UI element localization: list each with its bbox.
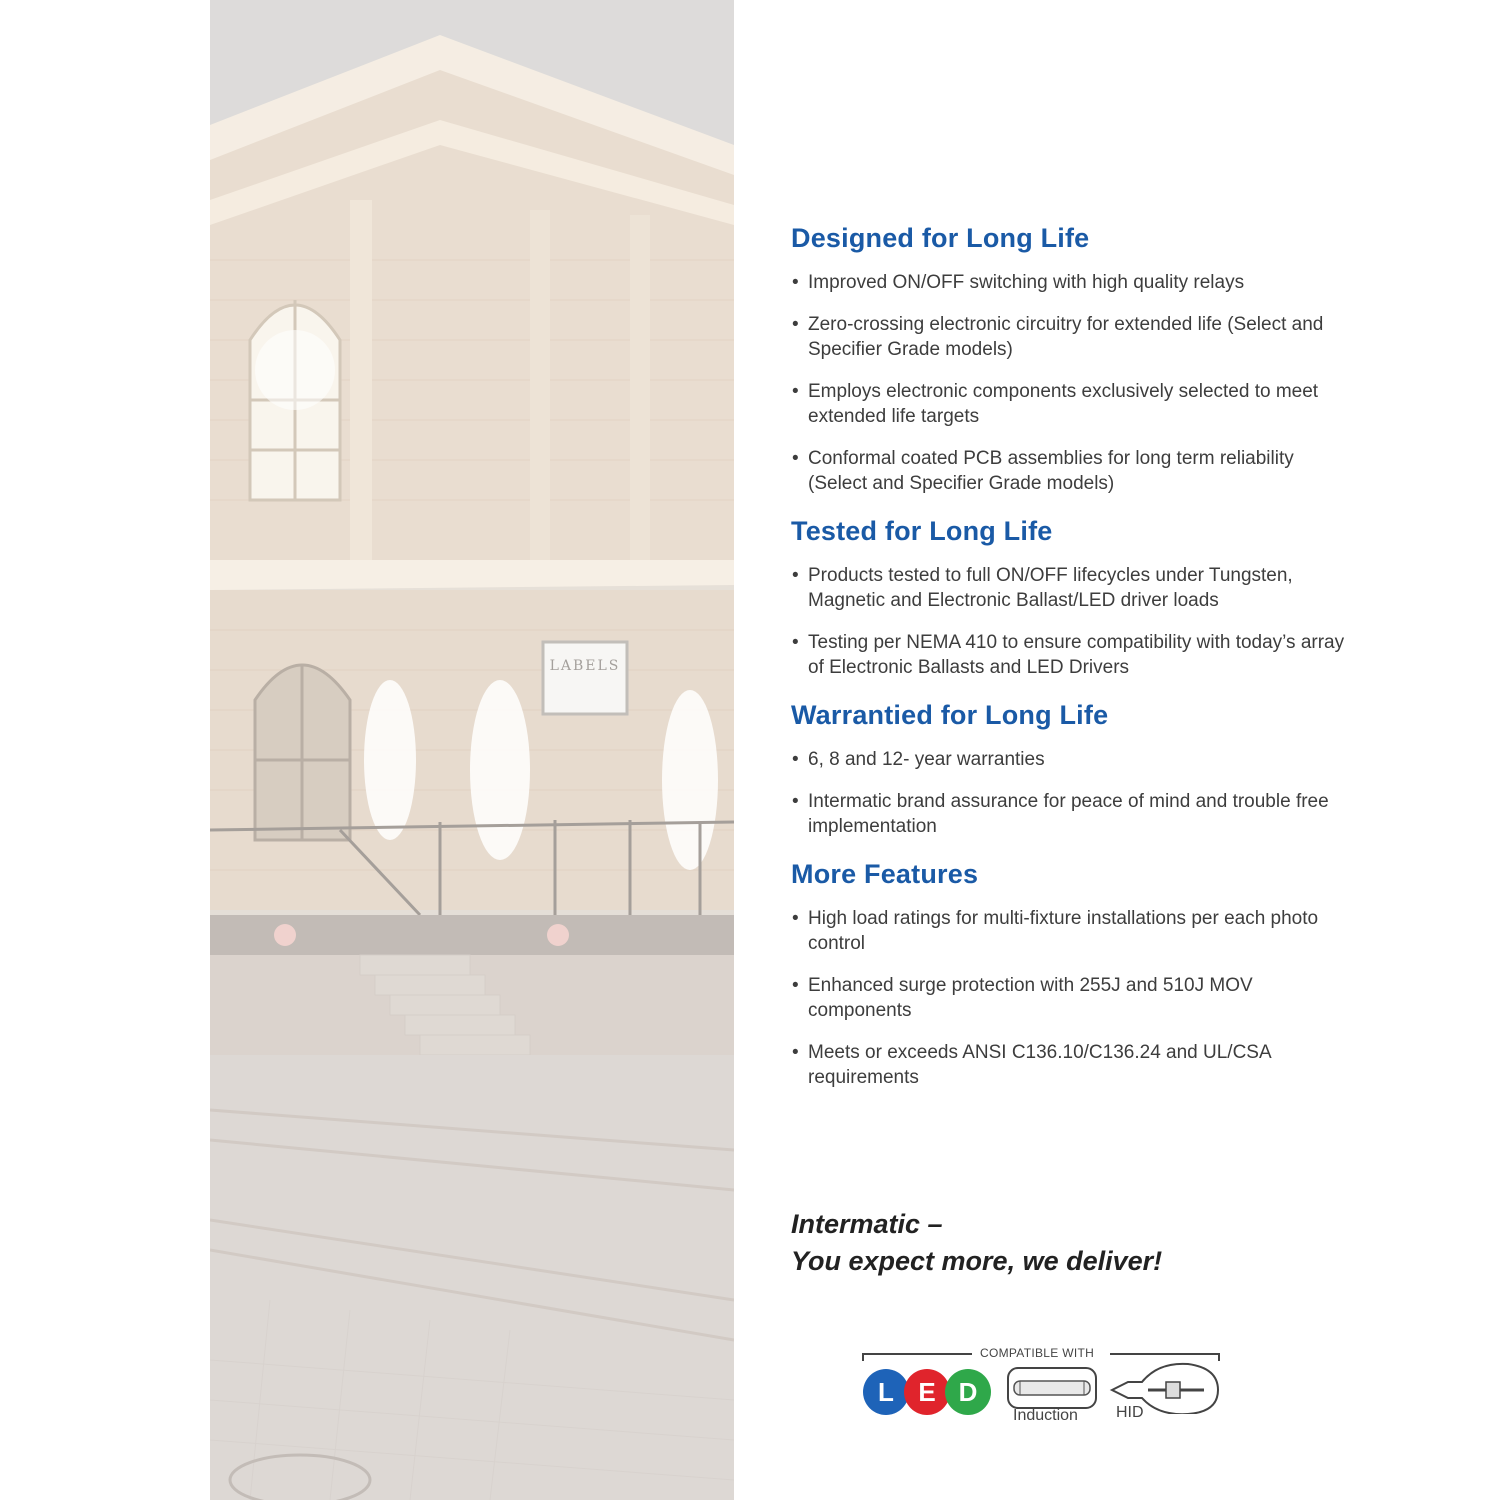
- induction-label: Induction: [1013, 1407, 1078, 1424]
- section-heading: Tested for Long Life: [791, 516, 1053, 546]
- led-e-icon: E: [904, 1369, 950, 1415]
- features-column: [791, 220, 1351, 1107]
- section-designed: [791, 220, 1351, 496]
- bullet: •: [792, 749, 799, 770]
- bullet: •: [792, 314, 799, 335]
- feature-text: Improved ON/OFF switching with high quality relays: [808, 272, 1245, 293]
- divider: [1110, 1353, 1220, 1355]
- feature-text: Testing per NEMA 410 to ensure compatibility with today’s array of Electronic Ballasts and LED Drivers: [808, 632, 1345, 678]
- list-item: [791, 747, 1351, 772]
- bullet: •: [792, 791, 799, 812]
- list-item: [791, 379, 1351, 429]
- list-item: [791, 789, 1351, 839]
- feature-text: Products tested to full ON/OFF lifecycles under Tungsten, Magnetic and Electronic Ballast/LED driver loads: [808, 565, 1293, 611]
- tagline: [791, 1206, 1351, 1280]
- induction-lamp-icon: [1006, 1366, 1098, 1410]
- compat-title: COMPATIBLE WITH: [980, 1346, 1095, 1360]
- divider: [862, 1353, 972, 1355]
- sign-text: LABELS: [549, 658, 621, 674]
- bullet: •: [792, 448, 799, 469]
- list-item: [791, 906, 1351, 956]
- bullet: •: [792, 632, 799, 653]
- led-d-icon: D: [945, 1369, 991, 1415]
- led-l-icon: L: [863, 1369, 909, 1415]
- feature-text: Intermatic brand assurance for peace of mind and trouble free implementation: [808, 791, 1329, 837]
- feature-text: Meets or exceeds ANSI C136.10/C136.24 and UL/CSA requirements: [808, 1042, 1271, 1088]
- list-item: [791, 312, 1351, 362]
- list-item: [791, 563, 1351, 613]
- section-warrantied: [791, 697, 1351, 839]
- section-tested: [791, 513, 1351, 680]
- bullet: •: [792, 908, 799, 929]
- divider-tick: [862, 1353, 864, 1361]
- feature-list: [791, 563, 1351, 680]
- feature-text: 6, 8 and 12- year warranties: [808, 749, 1045, 770]
- compatibility-badge: [860, 1344, 1222, 1430]
- bullet: •: [792, 272, 799, 293]
- bullet: •: [792, 1042, 799, 1063]
- feature-text: Enhanced surge protection with 255J and 510J MOV components: [808, 975, 1253, 1021]
- list-item: [791, 1040, 1351, 1090]
- bullet: •: [792, 565, 799, 586]
- tagline-slogan: You expect more, we deliver!: [791, 1246, 1163, 1276]
- tagline-brand: Intermatic –: [791, 1209, 943, 1239]
- building-photo: [210, 0, 734, 1500]
- bullet: •: [792, 975, 799, 996]
- feature-text: Employs electronic components exclusively selected to meet extended life targets: [808, 381, 1319, 427]
- feature-text: Zero-crossing electronic circuitry for extended life (Select and Specifier Grade models): [808, 314, 1324, 360]
- feature-text: Conformal coated PCB assemblies for long term reliability (Select and Specifier Grade models): [808, 448, 1294, 494]
- list-item: [791, 973, 1351, 1023]
- section-heading: Designed for Long Life: [791, 223, 1090, 253]
- feature-text: High load ratings for multi-fixture installations per each photo control: [808, 908, 1319, 954]
- section-more-features: [791, 856, 1351, 1090]
- photo-fade-overlay: [210, 0, 734, 1500]
- feature-list: [791, 747, 1351, 839]
- section-heading: Warrantied for Long Life: [791, 700, 1109, 730]
- section-heading: More Features: [791, 859, 979, 889]
- bullet: •: [792, 381, 799, 402]
- feature-list: [791, 270, 1351, 496]
- feature-list: [791, 906, 1351, 1090]
- list-item: [791, 630, 1351, 680]
- hid-label: HID: [1116, 1404, 1144, 1421]
- list-item: [791, 270, 1351, 295]
- list-item: [791, 446, 1351, 496]
